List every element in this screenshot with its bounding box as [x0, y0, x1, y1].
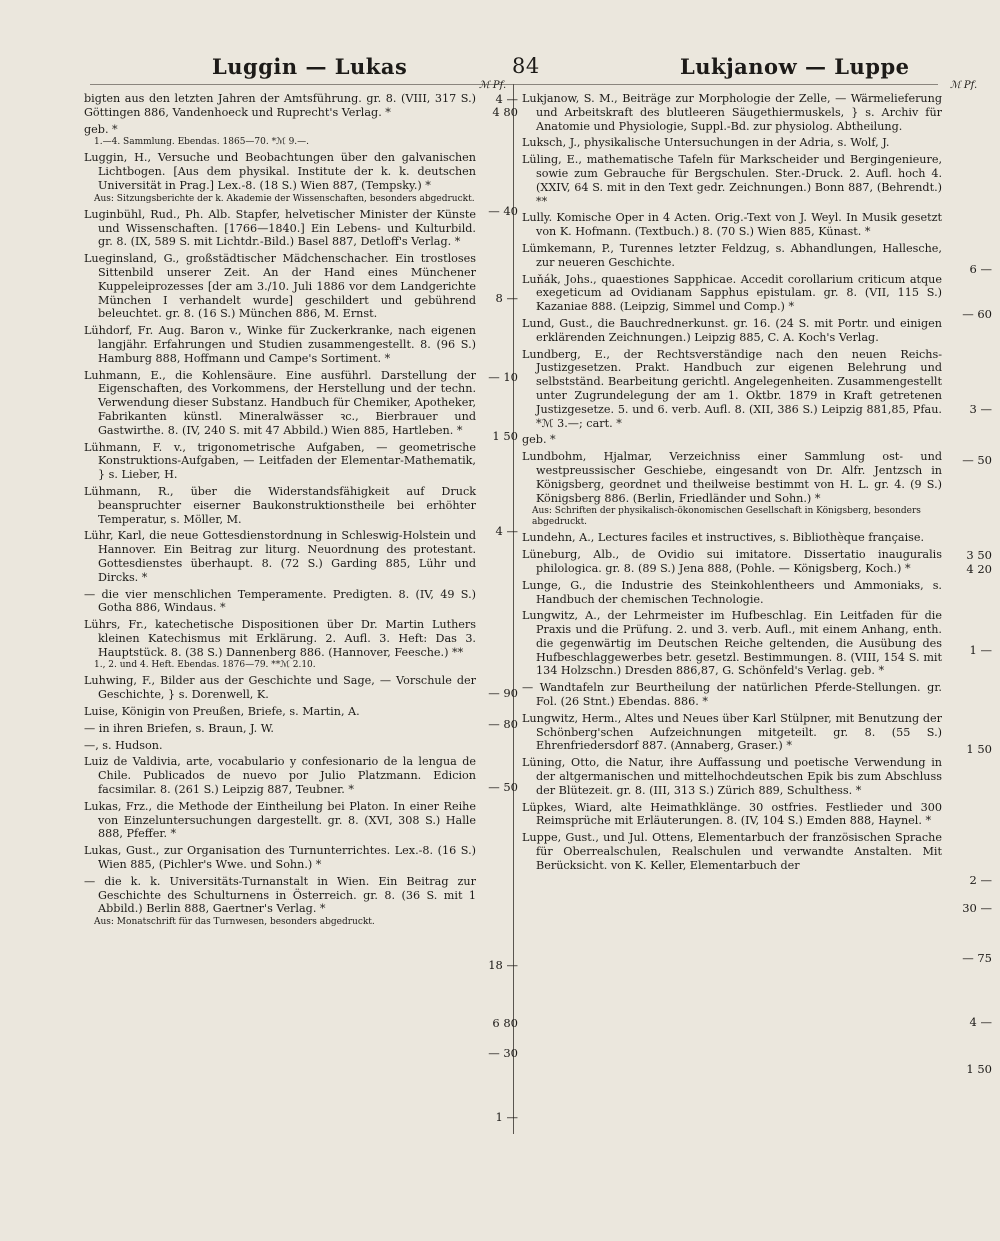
- catalog-entry: Lüpkes, Wiard, alte Heimathklänge. 30 ostfries. Festlieder und 300 Reimsprüche mit Erläuterungen. 8. (IV, 104 S.) Emden 888, Haynel. *: [522, 800, 942, 828]
- catalog-entry: Lüning, Otto, die Natur, ihre Auffassung und poetische Verwendung in der altgermanischen und mittelhochdeutschen Epik bis zum Abschluss der Blütezeit. gr. 8. (III, 313 S.) Zürich 889, Schulthess. *: [522, 756, 942, 797]
- entry-note: Aus: Monatschrift für das Turnwesen, besonders abgedruckt.: [94, 917, 375, 928]
- catalog-entry: Luggin, H., Versuche und Beobachtungen über den galvanischen Lichtbogen. [Aus dem physikal. Institute der k. k. deutschen Universität in Prag.] Lex.-8. (18 S.) Wien 887, (Tempsky.) *: [84, 151, 476, 192]
- price-value: 4 —: [495, 524, 518, 538]
- catalog-entry: bigten aus den letzten Jahren der Amtsführung. gr. 8. (VIII, 317 S.) Göttingen 886, Vandenhoeck und Ruprecht's Verlag. *: [84, 92, 476, 119]
- price-value: — 30: [488, 1046, 518, 1060]
- header-right-title: Lukjanow — Luppe: [680, 54, 910, 79]
- catalog-entry: Lühmann, F. v., trigonometrische Aufgaben, — geometrische Konstruktions-Aufgaben, — Leitfaden der Elementar-Mathematik, } s. Lieber, H.: [84, 440, 476, 482]
- price-value: 1 50: [966, 1062, 992, 1076]
- price-value: 3 50: [966, 548, 992, 562]
- header-left-title: Luggin — Lukas: [212, 54, 408, 79]
- catalog-entry: Lunge, G., die Industrie des Steinkohlentheers und Ammoniaks, s. Handbuch der chemischen Technologie.: [522, 578, 942, 606]
- price-value: 30 —: [962, 901, 992, 915]
- catalog-entry: Lühdorf, Fr. Aug. Baron v., Winke für Zuckerkranke, nach eigenen langjähr. Erfahrungen und Studien zusammengestellt. 8. (96 S.) Hamburg 888, Hoffmann und Campe's Sortiment. *: [84, 324, 476, 365]
- catalog-entry: —, s. Hudson.: [84, 738, 163, 752]
- currency-header-right: ℳ Pf.: [950, 80, 978, 91]
- right-column: [522, 92, 942, 876]
- price-value: — 75: [962, 951, 992, 965]
- catalog-entry: Lühr, Karl, die neue Gottesdienstordnung in Schleswig-Holstein und Hannover. Ein Beitrag zur liturg. Neuordnung des protestant. Gottesdienstes überhaupt. 8. (72 S.) Garding 885, Lühr und Dircks. *: [84, 529, 476, 584]
- entry-note: 1., 2. und 4. Heft. Ebendas. 1876—79. **ℳ 2.10.: [94, 660, 316, 671]
- catalog-entry: — in ihren Briefen, s. Braun, J. W.: [84, 721, 274, 735]
- catalog-entry: Luppe, Gust., und Jul. Ottens, Elementarbuch der französischen Sprache für Oberrealschulen, Realschulen und verwandte Anstalten. Mit Berücksicht. von K. Keller, Elementarbuch der: [522, 831, 942, 872]
- catalog-entry: Lungwitz, A., der Lehrmeister im Hufbeschlag. Ein Leitfaden für die Praxis und die Prüfung. 2. und 3. verb. Aufl., mit einem Anhang, enth. die gegenwärtig im Deutschen Reiche geltenden, die Ausübung des Hufbeschlaggewerbes betr. gesetzl. Bestimmungen. 8. (VIII, 154 S. mit 134 Holzschn.) Dresden 886,87, G. Schönfeld's Verlag. geb. *: [522, 609, 942, 678]
- left-column: [84, 92, 476, 931]
- price-value: 6 —: [969, 262, 992, 276]
- price-value: — 50: [962, 453, 992, 467]
- catalog-entry: geb. *: [522, 433, 556, 447]
- catalog-entry: Lukas, Gust., zur Organisation des Turnunterrichtes. Lex.-8. (16 S.) Wien 885, (Pichler's Wwe. und Sohn.) *: [84, 844, 476, 872]
- price-value: 18 —: [488, 958, 518, 972]
- price-value: 4 20: [966, 562, 992, 576]
- catalog-entry: — die k. k. Universitäts-Turnanstalt in Wien. Ein Beitrag zur Geschichte des Schulturnens in Österreich. gr. 8. (36 S. mit 1 Abbild.) Berlin 888, Gaertner's Verlag. *: [84, 874, 476, 916]
- catalog-entry: Lund, Gust., die Bauchrednerkunst. gr. 16. (24 S. mit Portr. und einigen erklärenden Zeichnungen.) Leipzig 885, C. A. Koch's Verlag.: [522, 316, 942, 344]
- price-value: 1 —: [969, 643, 992, 657]
- catalog-entry: Lüneburg, Alb., de Ovidio sui imitatore. Dissertatio inauguralis philologica. gr. 8. (89 S.) Jena 888, (Pohle. — Königsberg, Koch.) *: [522, 548, 942, 575]
- price-value: — 10: [488, 370, 518, 384]
- price-value: 4 80: [492, 105, 518, 119]
- price-value: 3 —: [969, 402, 992, 416]
- entry-note: Aus: Sitzungsberichte der k. Akademie der Wissenschaften, besonders abgedruckt.: [94, 193, 475, 204]
- catalog-entry: Luhwing, F., Bilder aus der Geschichte und Sage, — Vorschule der Geschichte, } s. Dorenwell, K.: [84, 674, 476, 702]
- catalog-entry: Lühmann, R., über die Widerstandsfähigkeit auf Druck beanspruchter eiserner Baukonstruktionstheile bei erhöhter Temperatur, s. Möller, M.: [84, 484, 476, 526]
- catalog-entry: Lungwitz, Herm., Altes und Neues über Karl Stülpner, mit Benutzung der Schönberg'schen Aufzeichnungen mitgeteilt. gr. 8. (55 S.) Ehrenfriedersdorf 887. (Annaberg, Graser.) *: [522, 711, 942, 753]
- price-value: 8 —: [495, 291, 518, 305]
- catalog-entry: Luise, Königin von Preußen, Briefe, s. Martin, A.: [84, 705, 360, 719]
- catalog-entry: geb. *: [84, 122, 118, 136]
- column-divider: [513, 84, 514, 1134]
- catalog-entry: Lueginsland, G., großstädtischer Mädchenschacher. Ein trostloses Sittenbild unserer Zeit. An der Hand eines Münchener Kuppeleiprozesses [der am 3./10. Juli 1886 vor dem Landgerichte München I verhandelt wurde] geschildert und gebührend beleuchtet. gr. 8. (16 S.) München 886, M. Ernst.: [84, 252, 476, 321]
- catalog-entry: Luňák, Johs., quaestiones Sapphicae. Accedit corollarium criticum atque exegeticum ad Ovidianam Sapphus epistulam. gr. 8. (VII, 115 S.) Kazaniae 888. (Leipzig, Simmel und Comp.) *: [522, 272, 942, 314]
- catalog-entry: — die vier menschlichen Temperamente. Predigten. 8. (IV, 49 S.) Gotha 886, Windaus. *: [84, 587, 476, 615]
- catalog-entry: Lukjanow, S. M., Beiträge zur Morphologie der Zelle, — Wärmelieferung und Arbeitskraft des blutleeren Säugethiermuskels, } s. Archiv für Anatomie und Physiologie, Suppl.-Bd. zur physiolog. Abtheilung.: [522, 92, 942, 133]
- entry-note: 1.—4. Sammlung. Ebendas. 1865—70. *ℳ 9.—.: [94, 137, 310, 148]
- header-rule: [90, 84, 938, 85]
- price-value: 6 80: [492, 1016, 518, 1030]
- catalog-entry: Lührs, Fr., katechetische Dispositionen über Dr. Martin Luthers kleinen Katechismus mit Erklärung. 2. Aufl. 3. Heft: Das 3. Hauptstück. 8. (38 S.) Dannenberg 886. (Hannover, Feesche.) **: [84, 618, 476, 659]
- price-value: 4 —: [495, 92, 518, 106]
- catalog-entry: Lümkemann, P., Turennes letzter Feldzug, s. Abhandlungen, Hallesche, zur neueren Geschichte.: [522, 241, 942, 269]
- entry-note: Aus: Schriften der physikalisch-ökonomischen Gesellschaft in Königsberg, besonders abgedruckt.: [532, 506, 921, 528]
- catalog-entry: Luiz de Valdivia, arte, vocabulario y confesionario de la lengua de Chile. Publicados de nuevo por Julio Platzmann. Edicion facsimilar. 8. (261 S.) Leipzig 887, Teubner. *: [84, 755, 476, 797]
- catalog-entry: Lully. Komische Oper in 4 Acten. Orig.-Text von J. Weyl. In Musik gesetzt von K. Hofmann. (Textbuch.) 8. (70 S.) Wien 885, Künast. *: [522, 211, 942, 239]
- currency-header-left: ℳ Pf.: [479, 80, 507, 91]
- catalog-entry: Luksch, J., physikalische Untersuchungen in der Adria, s. Wolf, J.: [522, 136, 890, 150]
- price-value: 4 —: [969, 1015, 992, 1029]
- price-value: — 60: [962, 307, 992, 321]
- price-value: — 90: [488, 686, 518, 700]
- price-value: 1 50: [492, 429, 518, 443]
- price-value: — 40: [488, 204, 518, 218]
- price-value: 2 —: [969, 873, 992, 887]
- catalog-entry: Lukas, Frz., die Methode der Eintheilung bei Platon. In einer Reihe von Einzeluntersuchungen dargestellt. gr. 8. (XVI, 308 S.) Halle 888, Pfeffer. *: [84, 799, 476, 841]
- catalog-entry: — Wandtafeln zur Beurtheilung der natürlichen Pferde-Stellungen. gr. Fol. (26 Stnt.) Ebendas. 886. *: [522, 681, 942, 709]
- catalog-entry: Lundehn, A., Lectures faciles et instructives, s. Bibliothèque française.: [522, 531, 925, 545]
- price-value: — 80: [488, 717, 518, 731]
- catalog-entry: Lundbohm, Hjalmar, Verzeichniss einer Sammlung ost- und westpreussischer Geschiebe, eingesandt von Dr. Alfr. Jentzsch in Königsberg, geordnet und theilweise bestimmt von H. L. gr. 4. (9 S.) Königsberg 886. (Berlin, Friedländer und Sohn.) *: [522, 450, 942, 505]
- page-number: 84: [512, 54, 540, 78]
- catalog-entry: Lüling, E., mathematische Tafeln für Markscheider und Bergingenieure, sowie zum Gebrauche für Bergschulen. Ster.-Druck. 2. Aufl. hoch 4. (XXIV, 64 S. mit in den Text gedr. Zeichnungen.) Bonn 887, (Behrendt.) **: [522, 153, 942, 208]
- price-value: 1 —: [495, 1110, 518, 1124]
- catalog-entry: Luhmann, E., die Kohlensäure. Eine ausführl. Darstellung der Eigenschaften, des Vorkommens, der Herstellung und der techn. Verwendung dieser Substanz. Handbuch für Chemiker, Apotheker, Fabrikanten künstl. Mineralwässer ꝛc., Bierbrauer und Gastwirthe. 8. (IV, 240 S. mit 47 Abbild.) Wien 885, Hartleben. *: [84, 368, 476, 437]
- catalog-entry: Lundberg, E., der Rechtsverständige nach den neuen Reichs-Justizgesetzen. Prakt. Handbuch zur eigenen Belehrung und selbstständ. Bearbeitung gerichtl. Angelegenheiten. Zusammengestellt unter Zugrundelegung der am 1. Oktbr. 1879 in Kraft getretenen Justizgesetze. 5. und 6. verb. Aufl. 8. (XII, 386 S.) Leipzig 881,85, Pfau. *ℳ 3.—; cart. *: [522, 347, 942, 430]
- catalog-entry: Luginbühl, Rud., Ph. Alb. Stapfer, helvetischer Minister der Künste und Wissenschaften. [1766—1840.] Ein Lebens- und Kulturbild. gr. 8. (IX, 589 S. mit Lichtdr.-Bild.) Basel 887, Detloff's Verlag. *: [84, 207, 476, 249]
- price-value: 1 50: [966, 742, 992, 756]
- price-value: — 50: [488, 780, 518, 794]
